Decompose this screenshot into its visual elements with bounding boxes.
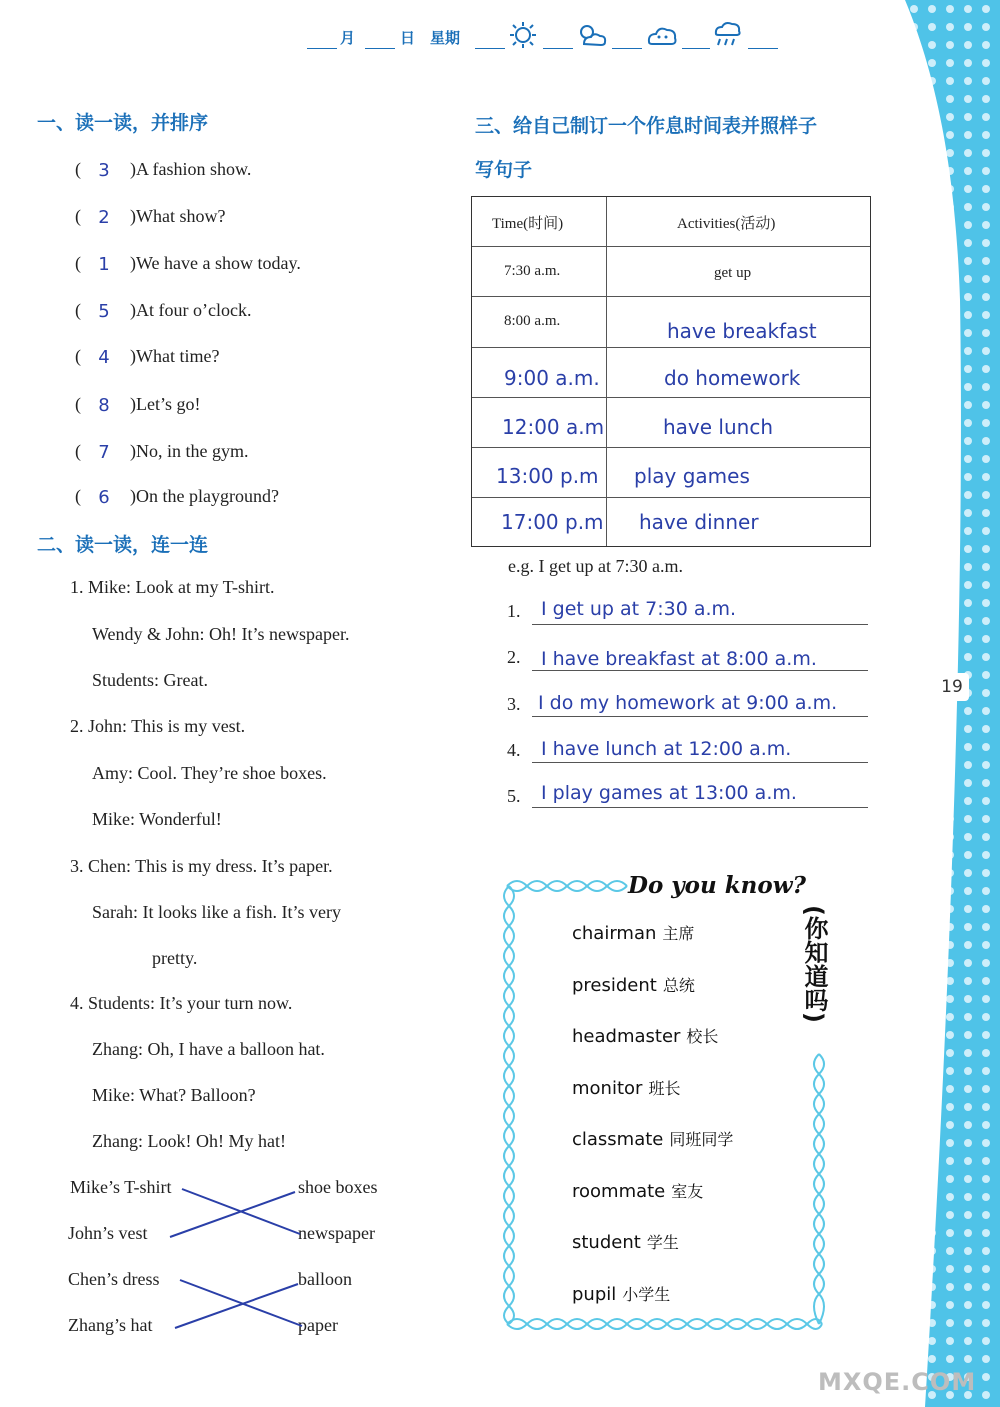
vocab-item — [572, 921, 694, 944]
order-item-text: )A fashion show. — [130, 159, 252, 179]
match-left-item: Zhang’s hat — [68, 1315, 153, 1335]
table-cell-activity: do homework — [664, 366, 801, 390]
dialogue-line: 1. Mike: Look at my T-shirt. — [70, 577, 275, 597]
match-line — [170, 1192, 295, 1237]
table-header-activities: Activities(活动) — [677, 216, 776, 232]
dialogue-line: pretty. — [152, 948, 198, 968]
section3-title-cont: 写句子 — [475, 159, 533, 181]
vocab-english: monitor — [572, 1078, 643, 1099]
dialogue-line: 2. John: This is my vest. — [70, 716, 246, 736]
matching-lines — [160, 1180, 310, 1340]
match-right-item: paper — [298, 1315, 338, 1335]
vocab-item — [572, 973, 695, 996]
sentence-number: 4. — [507, 740, 521, 760]
open-paren: ( — [75, 159, 81, 179]
dialogue-line: Sarah: It looks like a fish. It’s very — [92, 902, 341, 922]
open-paren: ( — [75, 346, 81, 366]
vocab-english: chairman — [572, 923, 657, 944]
cloudy-icon — [645, 22, 679, 48]
open-paren: ( — [75, 441, 81, 461]
match-right-item: shoe boxes — [298, 1177, 378, 1197]
section2-title: 二、读一读，连一连 — [37, 534, 209, 556]
rainy-icon — [712, 20, 744, 50]
order-answer: 4 — [98, 347, 110, 368]
order-answer: 7 — [98, 442, 110, 463]
vocab-chinese: 小学生 — [622, 1285, 671, 1304]
dialogue-line: Mike: Wonderful! — [92, 809, 222, 829]
match-left-item: John’s vest — [68, 1223, 148, 1243]
watermark: MXQE.COM — [818, 1368, 977, 1396]
table-cell-time: 17:00 p.m — [501, 510, 604, 534]
table-cell-activity: play games — [634, 464, 750, 488]
vocab-item — [572, 1024, 718, 1047]
dialogue-line: Students: Great. — [92, 670, 208, 690]
day-label: 日 — [400, 29, 416, 47]
order-item-text: )At four o’clock. — [130, 300, 252, 320]
order-item-text: )What show? — [130, 206, 226, 226]
match-right-item: newspaper — [298, 1223, 375, 1243]
order-item-text: )On the playground? — [130, 486, 279, 506]
vocab-english: headmaster — [572, 1026, 681, 1047]
written-sentence: I have breakfast at 8:00 a.m. — [541, 648, 817, 670]
order-item-text: )No, in the gym. — [130, 441, 249, 461]
vocab-english: student — [572, 1232, 641, 1253]
order-item-text: )What time? — [130, 346, 220, 366]
vocab-chinese: 学生 — [646, 1233, 679, 1252]
order-answer: 8 — [98, 395, 110, 416]
example-sentence: e.g. I get up at 7:30 a.m. — [508, 556, 683, 576]
table-header-time: Time(时间) — [492, 216, 564, 232]
sentence-number: 5. — [507, 786, 521, 806]
vocab-item — [572, 1282, 670, 1305]
table-cell-time: 12:00 a.m — [502, 415, 605, 439]
table-cell-activity: have dinner — [639, 510, 759, 534]
table-cell-activity: have lunch — [663, 415, 774, 439]
schedule-table — [471, 196, 871, 547]
vocab-english: roommate — [572, 1181, 666, 1202]
dialogue-line: 4. Students: It’s your turn now. — [70, 993, 293, 1013]
sunny-icon — [508, 22, 538, 48]
vocab-chinese: 总统 — [662, 976, 695, 995]
vocab-chinese: 班长 — [648, 1079, 681, 1098]
open-paren: ( — [75, 253, 81, 273]
sentence-number: 3. — [507, 694, 521, 714]
match-line — [175, 1284, 298, 1328]
vocab-english: pupil — [572, 1284, 617, 1305]
sentence-number: 2. — [507, 647, 521, 667]
order-answer: 1 — [98, 254, 110, 275]
partly-cloudy-icon — [576, 22, 608, 48]
dialogue-line: Zhang: Oh, I have a balloon hat. — [92, 1039, 325, 1059]
do-you-know-title: Do you know? — [628, 872, 807, 899]
open-paren: ( — [75, 486, 81, 506]
open-paren: ( — [75, 300, 81, 320]
vocab-item — [572, 1179, 703, 1202]
written-sentence: I have lunch at 12:00 a.m. — [541, 738, 792, 760]
month-label: 月 — [340, 29, 356, 47]
match-right-item: balloon — [298, 1269, 352, 1289]
table-cell-time: 8:00 a.m. — [504, 313, 561, 329]
vocab-chinese: 主席 — [662, 924, 695, 943]
do-you-know-subtitle: (你知道吗) — [800, 905, 828, 1023]
dialogue-line: Amy: Cool. They’re shoe boxes. — [92, 763, 327, 783]
table-cell-time: 13:00 p.m — [496, 464, 599, 488]
vocab-item — [572, 1230, 679, 1253]
dialogue-line: Mike: What? Balloon? — [92, 1085, 256, 1105]
vocab-english: classmate — [572, 1129, 664, 1150]
written-sentence: I do my homework at 9:00 a.m. — [538, 692, 838, 714]
order-answer: 5 — [98, 301, 110, 322]
order-item-text: )Let’s go! — [130, 394, 201, 414]
vocab-chinese: 同班同学 — [669, 1130, 734, 1149]
decorative-dotted-strip — [905, 0, 1000, 1407]
dialogue-line: Zhang: Look! Oh! My hat! — [92, 1131, 286, 1151]
page-number: 19 — [935, 673, 969, 701]
table-cell-time: 9:00 a.m. — [504, 366, 600, 390]
section1-title: 一、读一读，并排序 — [37, 112, 209, 134]
weekday-label: 星期 — [430, 29, 461, 47]
vocab-chinese: 室友 — [671, 1182, 704, 1201]
match-left-item: Chen’s dress — [68, 1269, 160, 1289]
match-left-item: Mike’s T-shirt — [70, 1177, 172, 1197]
order-item-text: )We have a show today. — [130, 253, 301, 273]
section3-title: 三、给自己制订一个作息时间表并照样子 — [475, 115, 818, 137]
vocab-chinese: 校长 — [686, 1027, 719, 1046]
table-cell-time: 7:30 a.m. — [504, 263, 561, 279]
order-answer: 3 — [98, 160, 110, 181]
vocab-item — [572, 1076, 680, 1099]
open-paren: ( — [75, 206, 81, 226]
written-sentence: I get up at 7:30 a.m. — [541, 598, 737, 620]
open-paren: ( — [75, 394, 81, 414]
dialogue-line: 3. Chen: This is my dress. It’s paper. — [70, 856, 333, 876]
written-sentence: I play games at 13:00 a.m. — [541, 782, 797, 804]
vocab-item — [572, 1127, 733, 1150]
table-cell-activity: get up — [714, 265, 752, 281]
vocab-english: president — [572, 975, 657, 996]
sentence-number: 1. — [507, 601, 521, 621]
order-answer: 6 — [98, 487, 110, 508]
table-cell-activity: have breakfast — [667, 319, 817, 343]
order-answer: 2 — [98, 207, 110, 228]
dialogue-line: Wendy & John: Oh! It’s newspaper. — [92, 624, 350, 644]
